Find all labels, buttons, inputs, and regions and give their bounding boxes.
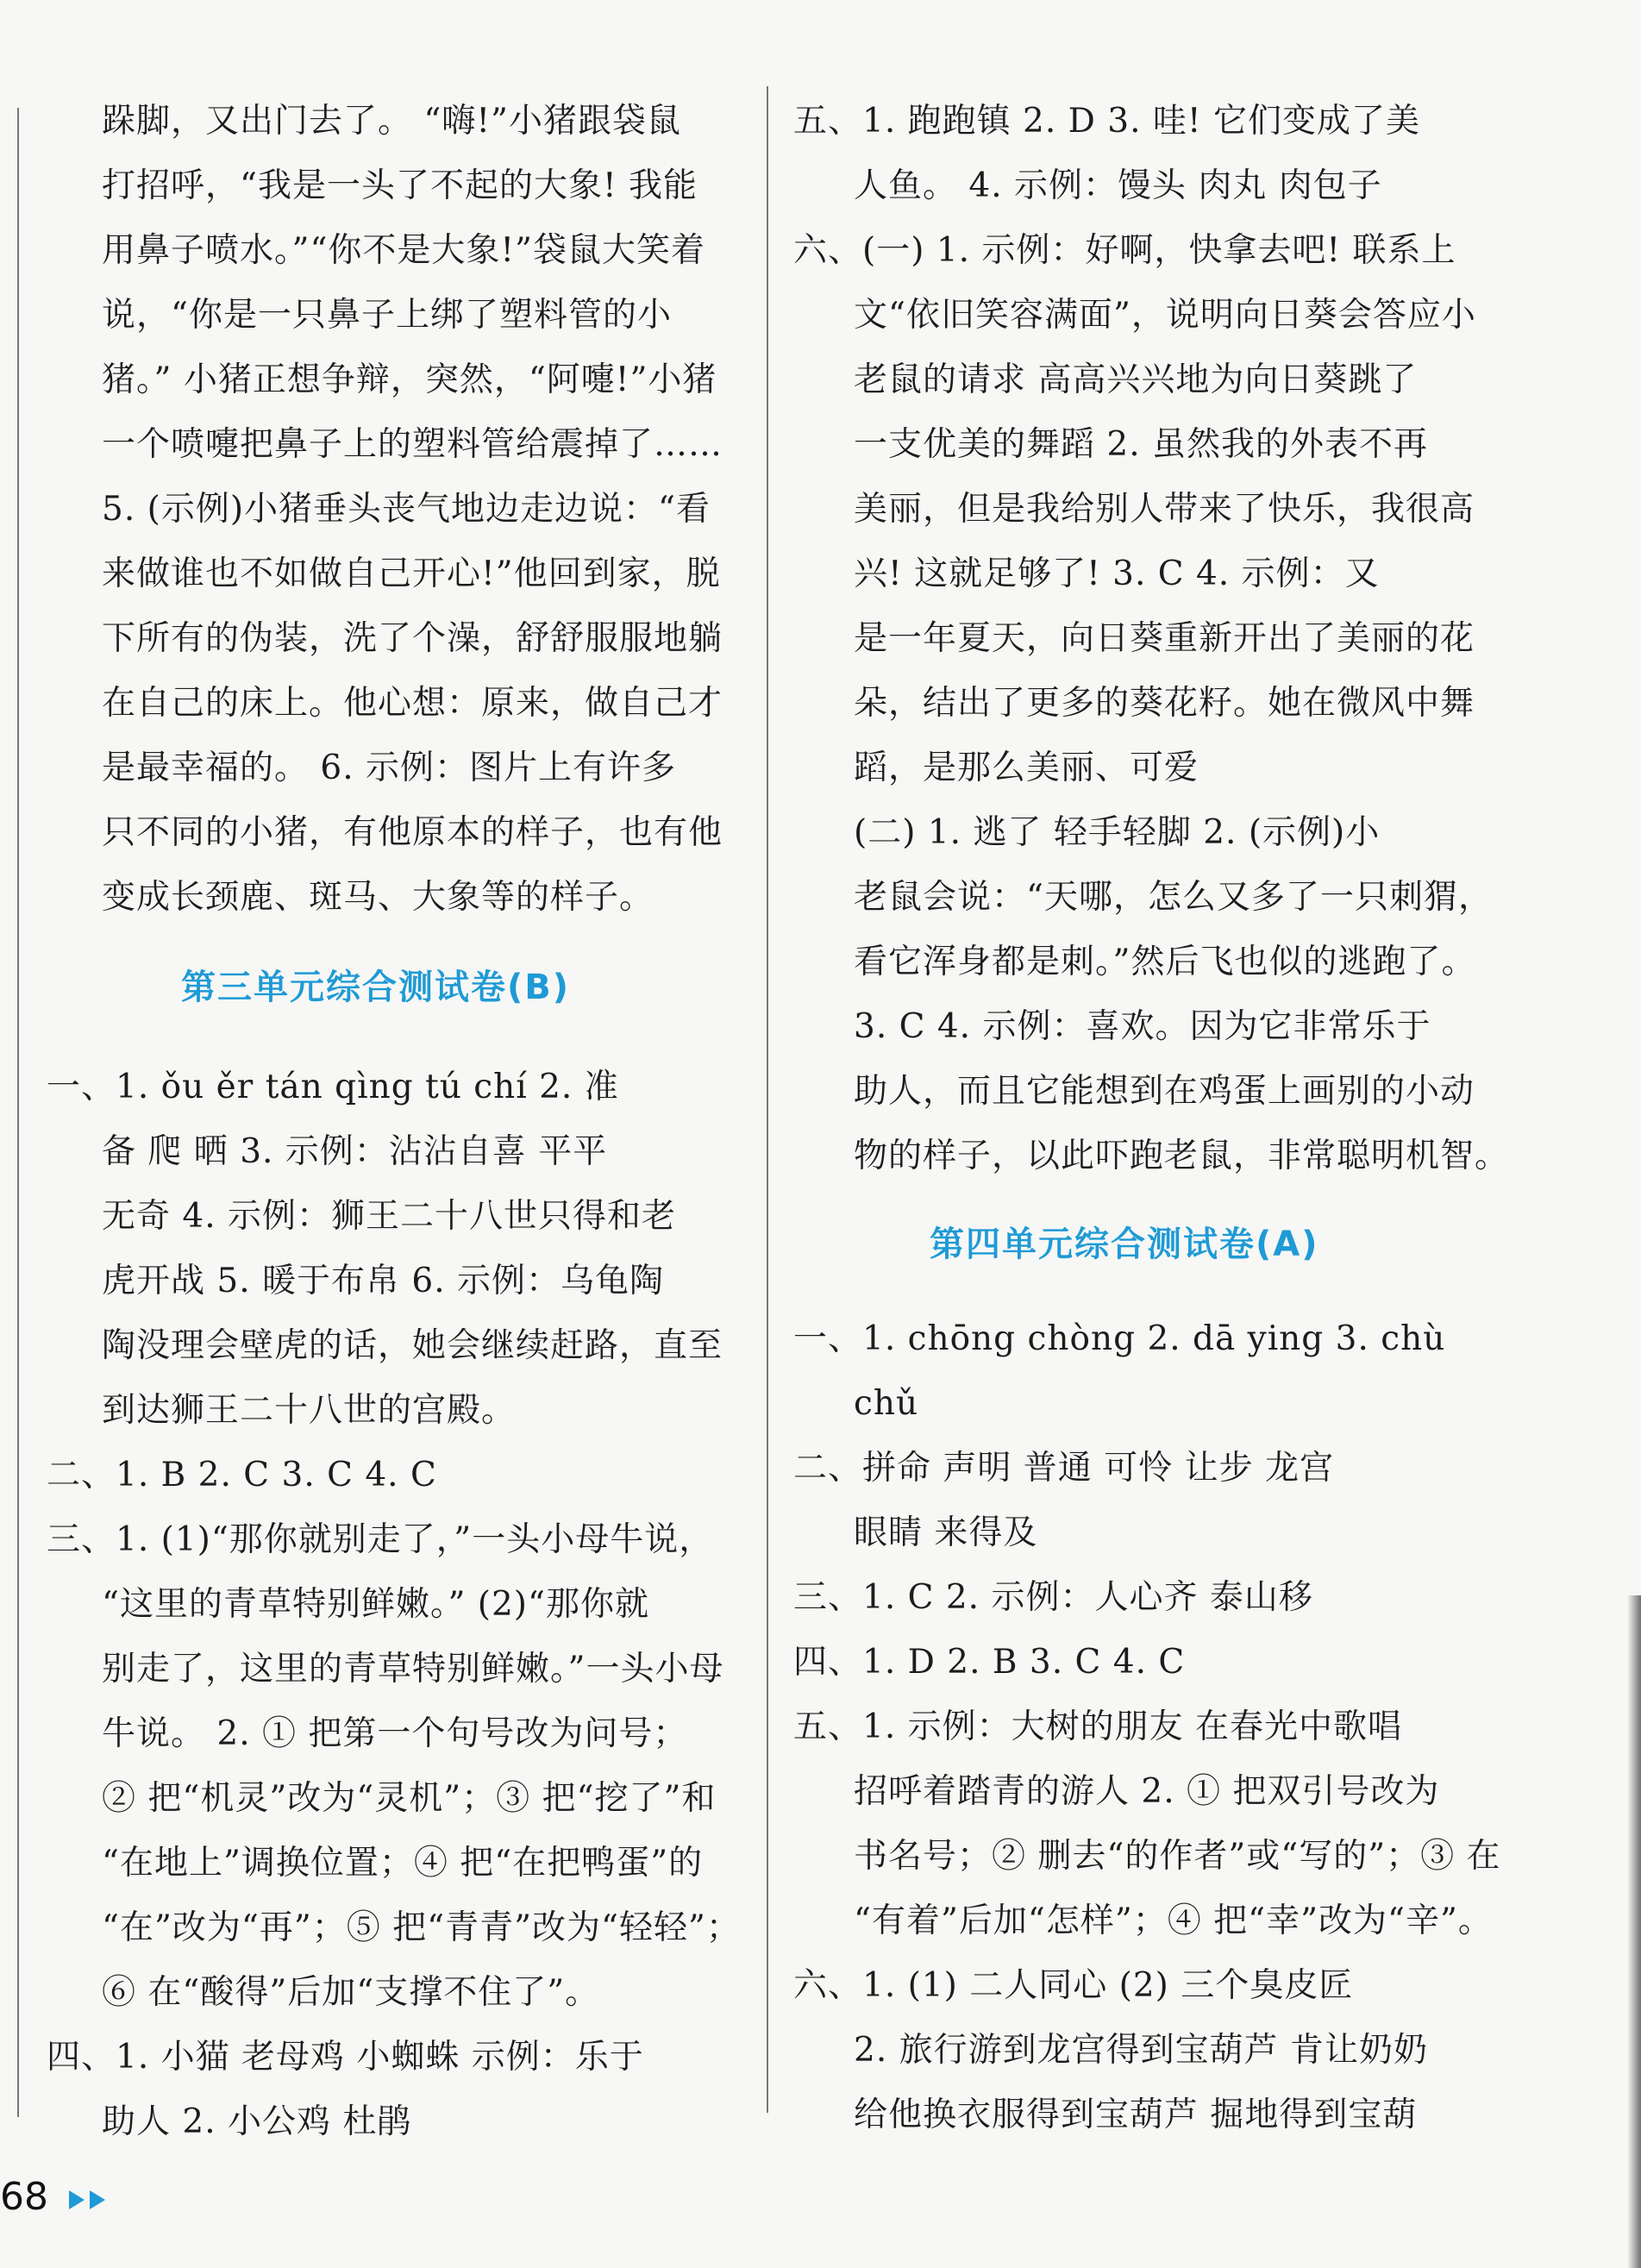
text-line: ⑥ 在“酸得”后加“支撑不住了”。 <box>102 1973 600 2012</box>
page-edge-shadow <box>1627 1595 1641 2268</box>
arrow-icon <box>69 2190 85 2209</box>
text-line: 3. C 4. 示例：喜欢。因为它非常乐于 <box>854 1007 1431 1046</box>
text-line: 变成长颈鹿、斑马、大象等的样子。 <box>102 878 655 917</box>
column-divider <box>767 86 768 2113</box>
text-line: 六、1. (1) 二人同心 (2) 三个臭皮匠 <box>793 1966 1354 2005</box>
text-line: “在”改为“再”；⑤ 把“青青”改为“轻轻”； <box>102 1908 741 1947</box>
text-line: 陶没理会壁虎的话，她会继续赶路，直至 <box>102 1326 723 1365</box>
text-line: 四、1. D 2. B 3. C 4. C <box>793 1643 1186 1682</box>
text-line: chǔ <box>854 1384 919 1423</box>
text-line: 到达狮王二十八世的宫殿。 <box>102 1391 517 1430</box>
text-line: 眼睛 来得及 <box>854 1513 1038 1552</box>
arrow-icon <box>90 2190 105 2209</box>
text-line: 招呼着踏青的游人 2. ① 把双引号改为 <box>854 1772 1440 1811</box>
text-line: 来做谁也不如做自己开心!”他回到家，脱 <box>102 554 721 593</box>
text-line: 猪。” 小猪正想争辩，突然，“阿嚏!”小猪 <box>102 360 717 399</box>
text-line: “在地上”调换位置；④ 把“在把鸭蛋”的 <box>102 1844 704 1883</box>
section-heading: 第三单元综合测试卷(B) <box>181 968 571 1007</box>
text-line: 只不同的小猪，有他原本的样子，也有他 <box>102 813 723 852</box>
text-line: 朵，结出了更多的葵花籽。她在微风中舞 <box>854 684 1475 723</box>
text-line: 5. (示例)小猪垂头丧气地边走边说：“看 <box>102 490 711 529</box>
text-line: 二、拼命 声明 普通 可怜 让步 龙宫 <box>793 1449 1334 1488</box>
text-line: 一支优美的舞蹈 2. 虽然我的外表不再 <box>854 425 1429 464</box>
text-line: 美丽，但是我给别人带来了快乐，我很高 <box>854 490 1475 529</box>
text-line: 三、1. (1)“那你就别走了，”一头小母牛说， <box>47 1520 714 1559</box>
text-line: 是一年夏天，向日葵重新开出了美丽的花 <box>854 619 1475 658</box>
text-line: 打招呼，“我是一头了不起的大象! 我能 <box>102 166 698 205</box>
text-line: 四、1. 小猫 老母鸡 小蜘蛛 示例：乐于 <box>47 2038 644 2077</box>
text-line: 一个喷嚏把鼻子上的塑料管给震掉了…… <box>102 425 723 464</box>
text-line: 五、1. 跑跑镇 2. D 3. 哇! 它们变成了美 <box>793 102 1420 141</box>
page-number: 68 <box>0 2175 48 2219</box>
text-line: 看它浑身都是刺。”然后飞也似的逃跑了。 <box>854 943 1476 981</box>
text-line: 老鼠的请求 高高兴兴地为向日葵跳了 <box>854 360 1418 399</box>
text-line: 老鼠会说：“天哪，怎么又多了一只刺猬， <box>854 878 1493 917</box>
text-line: 下所有的伪装，洗了个澡，舒舒服服地躺 <box>102 619 723 658</box>
text-line: (二) 1. 逃了 轻手轻脚 2. (示例)小 <box>854 813 1381 852</box>
text-line: 兴! 这就足够了! 3. C 4. 示例：又 <box>854 554 1380 593</box>
text-line: 蹈，是那么美丽、可爱 <box>854 749 1199 787</box>
text-line: 文“依旧笑容满面”，说明向日葵会答应小 <box>854 296 1476 335</box>
section-heading: 第四单元综合测试卷(A) <box>930 1225 1319 1264</box>
left-margin-rule <box>17 108 19 2117</box>
text-line: 人鱼。 4. 示例：馒头 肉丸 肉包子 <box>854 166 1382 205</box>
text-line: 助人，而且它能想到在鸡蛋上画别的小动 <box>854 1072 1475 1111</box>
text-line: 无奇 4. 示例：狮王二十八世只得和老 <box>102 1197 677 1236</box>
text-line: 五、1. 示例：大树的朋友 在春光中歌唱 <box>793 1707 1403 1746</box>
text-line: ② 把“机灵”改为“灵机”；③ 把“挖了”和 <box>102 1779 717 1818</box>
text-line: “有着”后加“怎样”；④ 把“幸”改为“辛”。 <box>854 1901 1493 1940</box>
text-line: 用鼻子喷水。”“你不是大象!”袋鼠大笑着 <box>102 231 705 270</box>
text-line: 牛说。 2. ① 把第一个句号改为问号； <box>102 1714 688 1753</box>
text-line: 助人 2. 小公鸡 杜鹃 <box>102 2102 412 2141</box>
text-line: 二、1. B 2. C 3. C 4. C <box>47 1456 437 1494</box>
text-line: 虎开战 5. 暖于布帛 6. 示例：乌龟陶 <box>102 1262 665 1300</box>
text-line: 说，“你是一只鼻子上绑了塑料管的小 <box>102 296 672 335</box>
text-line: 备 爬 晒 3. 示例：沾沾自喜 平平 <box>102 1132 608 1171</box>
text-line: 在自己的床上。他心想：原来，做自己才 <box>102 684 723 723</box>
text-line: 是最幸福的。 6. 示例：图片上有许多 <box>102 749 677 787</box>
text-line: 书名号；② 删去“的作者”或“写的”；③ 在 <box>854 1837 1501 1876</box>
text-line: 三、1. C 2. 示例：人心齐 泰山移 <box>793 1578 1313 1617</box>
text-line: 物的样子，以此吓跑老鼠，非常聪明机智。 <box>854 1137 1510 1175</box>
text-line: 别走了，这里的青草特别鲜嫩。”一头小母 <box>102 1650 724 1688</box>
text-line: “这里的青草特别鲜嫩。” (2)“那你就 <box>102 1585 649 1624</box>
text-line: 给他换衣服得到宝葫芦 掘地得到宝葫 <box>854 2096 1418 2134</box>
text-line: 2. 旅行游到龙宫得到宝葫芦 肯让奶奶 <box>854 2031 1429 2070</box>
text-line: 跺脚，又出门去了。 “嗨!”小猪跟袋鼠 <box>102 102 681 141</box>
text-line: 六、(一) 1. 示例：好啊，快拿去吧! 联系上 <box>793 231 1456 270</box>
text-line: 一、1. ǒu ěr tán qìng tú chí 2. 准 <box>47 1068 619 1106</box>
text-line: 一、1. chōng chòng 2. dā ying 3. chù <box>793 1319 1446 1358</box>
